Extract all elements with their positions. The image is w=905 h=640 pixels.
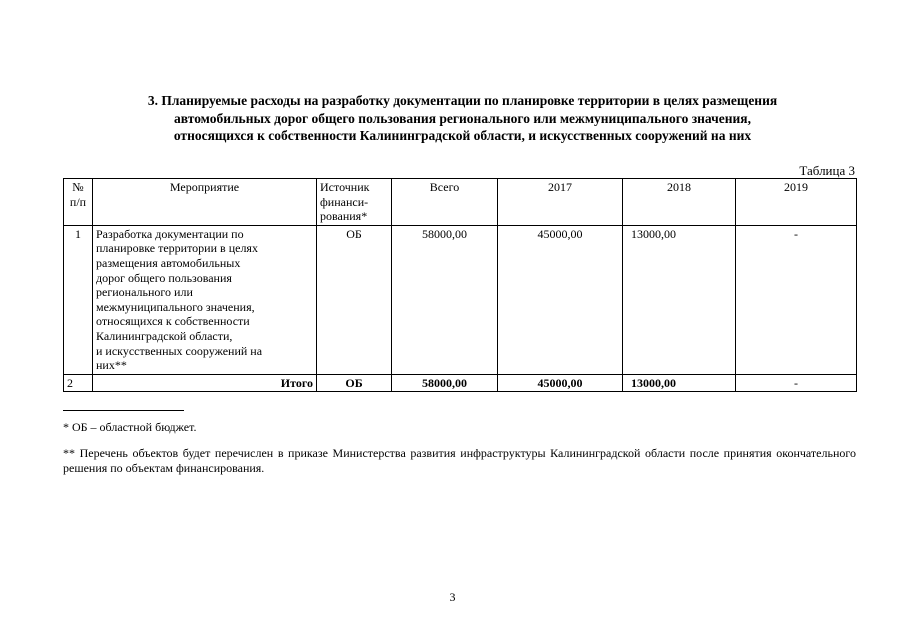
- footnote-divider: [63, 410, 184, 411]
- row2-num: 2: [64, 374, 93, 392]
- row1-2017: 45000,00: [498, 225, 623, 374]
- table-header-row: [64, 179, 857, 226]
- footnote-2: ** Перечень объектов будет перечислен в приказе Министерства развития инфраструктуры Калининградской области после принятия окончательного решения по объектам финансирования.: [63, 446, 856, 475]
- row2-event: Итого: [93, 374, 317, 392]
- header-source: Источник финанси- рования*: [317, 179, 392, 226]
- heading-line-1: 3. Планируемые расходы на разработку документации по планировке территории в целях размещения: [147, 93, 778, 108]
- expenses-table: [63, 178, 857, 392]
- heading-line-2: автомобильных дорог общего пользования регионального или межмуниципального значения,: [174, 110, 751, 126]
- table-row: [64, 225, 857, 374]
- row2-total: 58000,00: [392, 374, 498, 392]
- header-num: № п/п: [64, 179, 93, 226]
- header-2018: 2018: [623, 179, 736, 226]
- section-heading: [90, 92, 835, 145]
- row2-source: ОБ: [317, 374, 392, 392]
- row1-source: ОБ: [317, 225, 392, 374]
- table-caption: Таблица 3: [799, 163, 855, 178]
- header-event: Мероприятие: [93, 179, 317, 226]
- row1-total: 58000,00: [392, 225, 498, 374]
- row1-2018: 13000,00: [623, 225, 736, 374]
- row2-2018: 13000,00: [623, 374, 736, 392]
- row2-2017: 45000,00: [498, 374, 623, 392]
- footnote-1: * ОБ – областной бюджет.: [63, 420, 197, 434]
- header-2019: 2019: [736, 179, 857, 226]
- header-total: Всего: [392, 179, 498, 226]
- page-number: 3: [449, 590, 456, 604]
- header-2017: 2017: [498, 179, 623, 226]
- table-row-total: [64, 374, 857, 392]
- row1-num: 1: [64, 225, 93, 374]
- heading-line-3: относящихся к собственности Калининградской области, и искусственных сооружений на них: [173, 128, 752, 143]
- row1-2019: -: [736, 225, 857, 374]
- row1-event: Разработка документации по планировке территории в целях размещения автомобильных дорог общего пользования регионального или межмуниципального значения, относящихся к собственности Калининградской области, и искусственных сооружений на них**: [93, 225, 317, 374]
- row2-2019: -: [736, 374, 857, 392]
